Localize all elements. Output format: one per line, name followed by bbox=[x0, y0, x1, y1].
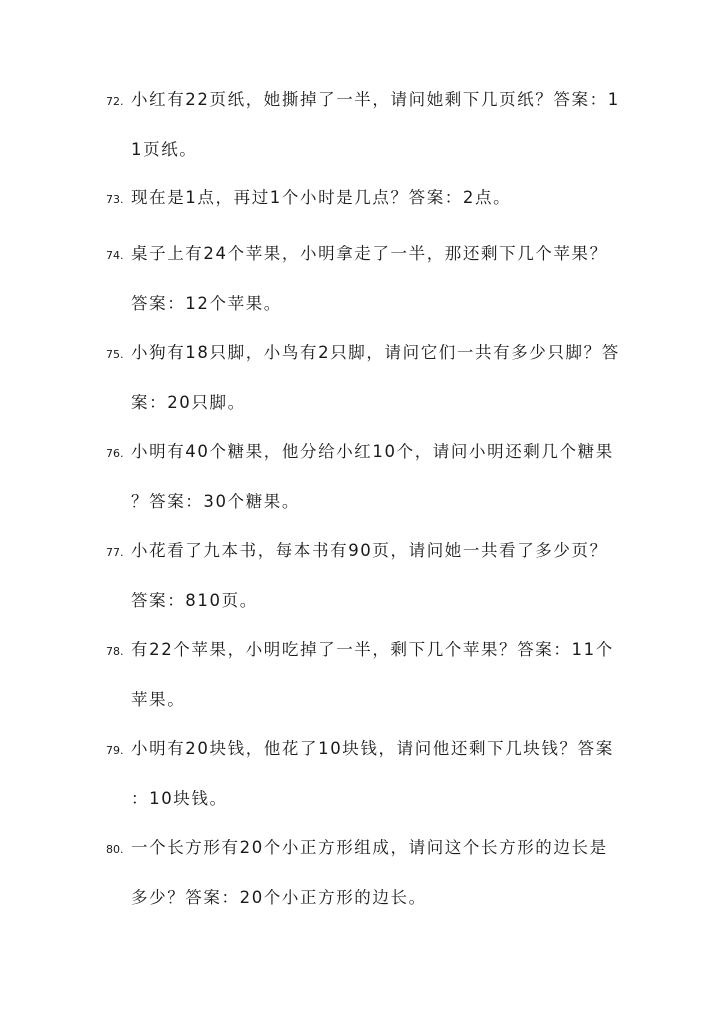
question-text: 小明有20块钱，他花了10块钱，请问他还剩下几块钱？答案 bbox=[131, 739, 614, 758]
question-line bbox=[106, 88, 636, 112]
question-line-continued: ：10块钱。 bbox=[131, 789, 228, 808]
question-number: 78. bbox=[106, 645, 124, 658]
question-line-continued: 答案：810页。 bbox=[131, 591, 258, 610]
question-item-72 bbox=[106, 88, 636, 162]
question-text: 一个长方形有20个小正方形组成，请问这个长方形的边长是 bbox=[131, 838, 608, 857]
question-line-continued: ？答案：30个糖果。 bbox=[131, 492, 300, 511]
question-line bbox=[106, 737, 636, 761]
question-item-79 bbox=[106, 737, 636, 811]
question-item-80 bbox=[106, 836, 636, 910]
question-item-78 bbox=[106, 638, 636, 712]
question-line bbox=[106, 186, 636, 210]
question-line bbox=[106, 440, 636, 464]
question-line bbox=[106, 341, 636, 365]
question-number: 73. bbox=[106, 193, 124, 206]
question-line bbox=[106, 638, 636, 662]
question-text: 小花看了九本书，每本书有90页，请问她一共看了多少页？ bbox=[131, 541, 608, 560]
question-text: 现在是1点，再过1个小时是几点？答案：2点。 bbox=[131, 188, 512, 207]
question-text: 小明有40个糖果，他分给小红10个，请问小明还剩几个糖果 bbox=[131, 442, 614, 461]
question-text: 桌子上有24个苹果，小明拿走了一半，那还剩下几个苹果？ bbox=[131, 244, 608, 263]
question-line bbox=[106, 539, 636, 563]
question-item-73 bbox=[106, 186, 636, 210]
question-text: 小红有22页纸，她撕掉了一半，请问她剩下几页纸？答案：1 bbox=[131, 90, 620, 109]
question-line-continued: 1页纸。 bbox=[131, 140, 198, 159]
question-item-77 bbox=[106, 539, 636, 613]
question-item-76 bbox=[106, 440, 636, 514]
question-number: 75. bbox=[106, 348, 124, 361]
question-number: 80. bbox=[106, 843, 124, 856]
question-line-continued: 答案：12个苹果。 bbox=[131, 294, 282, 313]
question-line bbox=[106, 242, 636, 266]
question-line-continued: 多少？答案：20个小正方形的边长。 bbox=[131, 888, 427, 907]
question-number: 76. bbox=[106, 447, 124, 460]
question-text: 小狗有18只脚，小鸟有2只脚，请问它们一共有多少只脚？答 bbox=[131, 343, 620, 362]
question-number: 74. bbox=[106, 249, 124, 262]
question-line-continued: 苹果。 bbox=[131, 690, 186, 709]
question-line-continued: 案：20只脚。 bbox=[131, 393, 246, 412]
question-number: 79. bbox=[106, 744, 124, 757]
question-line bbox=[106, 836, 636, 860]
question-number: 77. bbox=[106, 546, 124, 559]
question-item-74 bbox=[106, 242, 636, 316]
question-number: 72. bbox=[106, 95, 124, 108]
question-item-75 bbox=[106, 341, 636, 415]
question-text: 有22个苹果，小明吃掉了一半，剩下几个苹果？答案：11个 bbox=[131, 640, 614, 659]
